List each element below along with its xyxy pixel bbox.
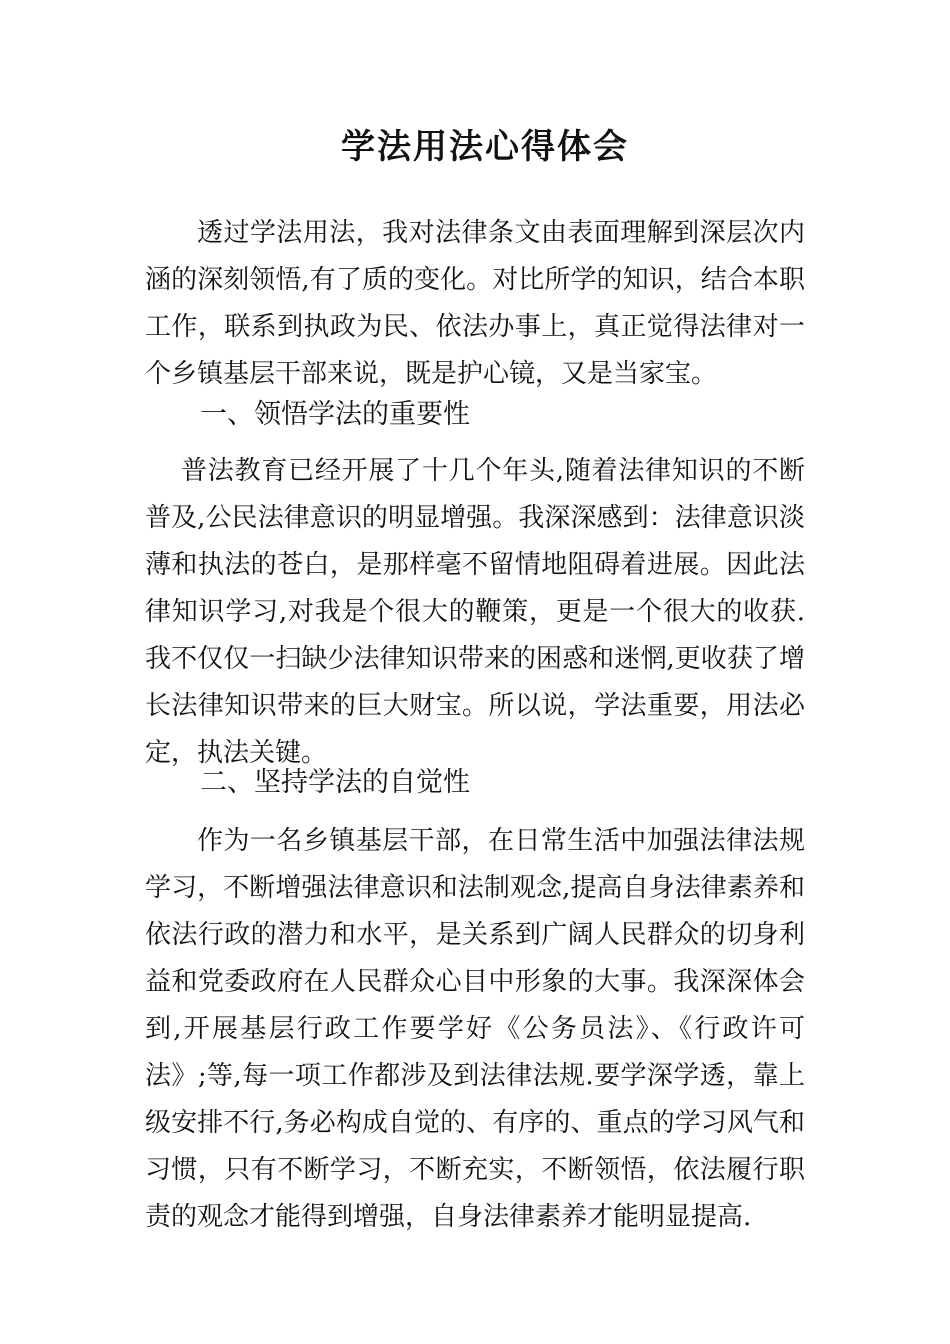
document-title: 学法用法心得体会: [341, 127, 629, 167]
paragraph-1: 透过学法用法，我对法律条文由表面理解到深层次内涵的深刻领悟,有了质的变化。对比所学的知识，结合本职工作，联系到执政为民、依法办事上，真正觉得法律对一个乡镇基层干部来说，既是护心镜，又是当家宝。: [145, 218, 805, 389]
paragraph-2: 普法教育已经开展了十几个年头,随着法律知识的不断普及,公民法律意识的明显增强。我深深感到：法律意识淡薄和执法的苍白，是那样毫不留情地阻碍着进展。因此法律知识学习,对我是个很大的鞭策，更是一个很大的收获.我不仅仅一扫缺少法律知识带来的困惑和迷惘,更收获了增长法律知识带来的巨大财宝。所以说，学法重要，用法必定，执法关键。: [145, 456, 805, 768]
paragraph-3: 作为一名乡镇基层干部，在日常生活中加强法律法规学习，不断增强法律意识和法制观念,提高自身法律素养和依法行政的潜力和水平，是关系到广阔人民群众的切身利益和党委政府在人民群众心目中形象的大事。我深深体会到,开展基层行政工作要学好《公务员法》、《行政许可法》;等,每一项工作都涉及到法律法规.要学深学透，靠上级安排不行,务必构成自觉的、有序的、重点的学习风气和习惯，只有不断学习，不断充实，不断领悟，依法履行职责的观念才能得到增强，自身法律素养才能明显提高.: [145, 826, 805, 1232]
section-heading-2: 二、坚持学法的自觉性: [200, 767, 470, 798]
section-heading-1: 一、领悟学法的重要性: [200, 399, 470, 430]
